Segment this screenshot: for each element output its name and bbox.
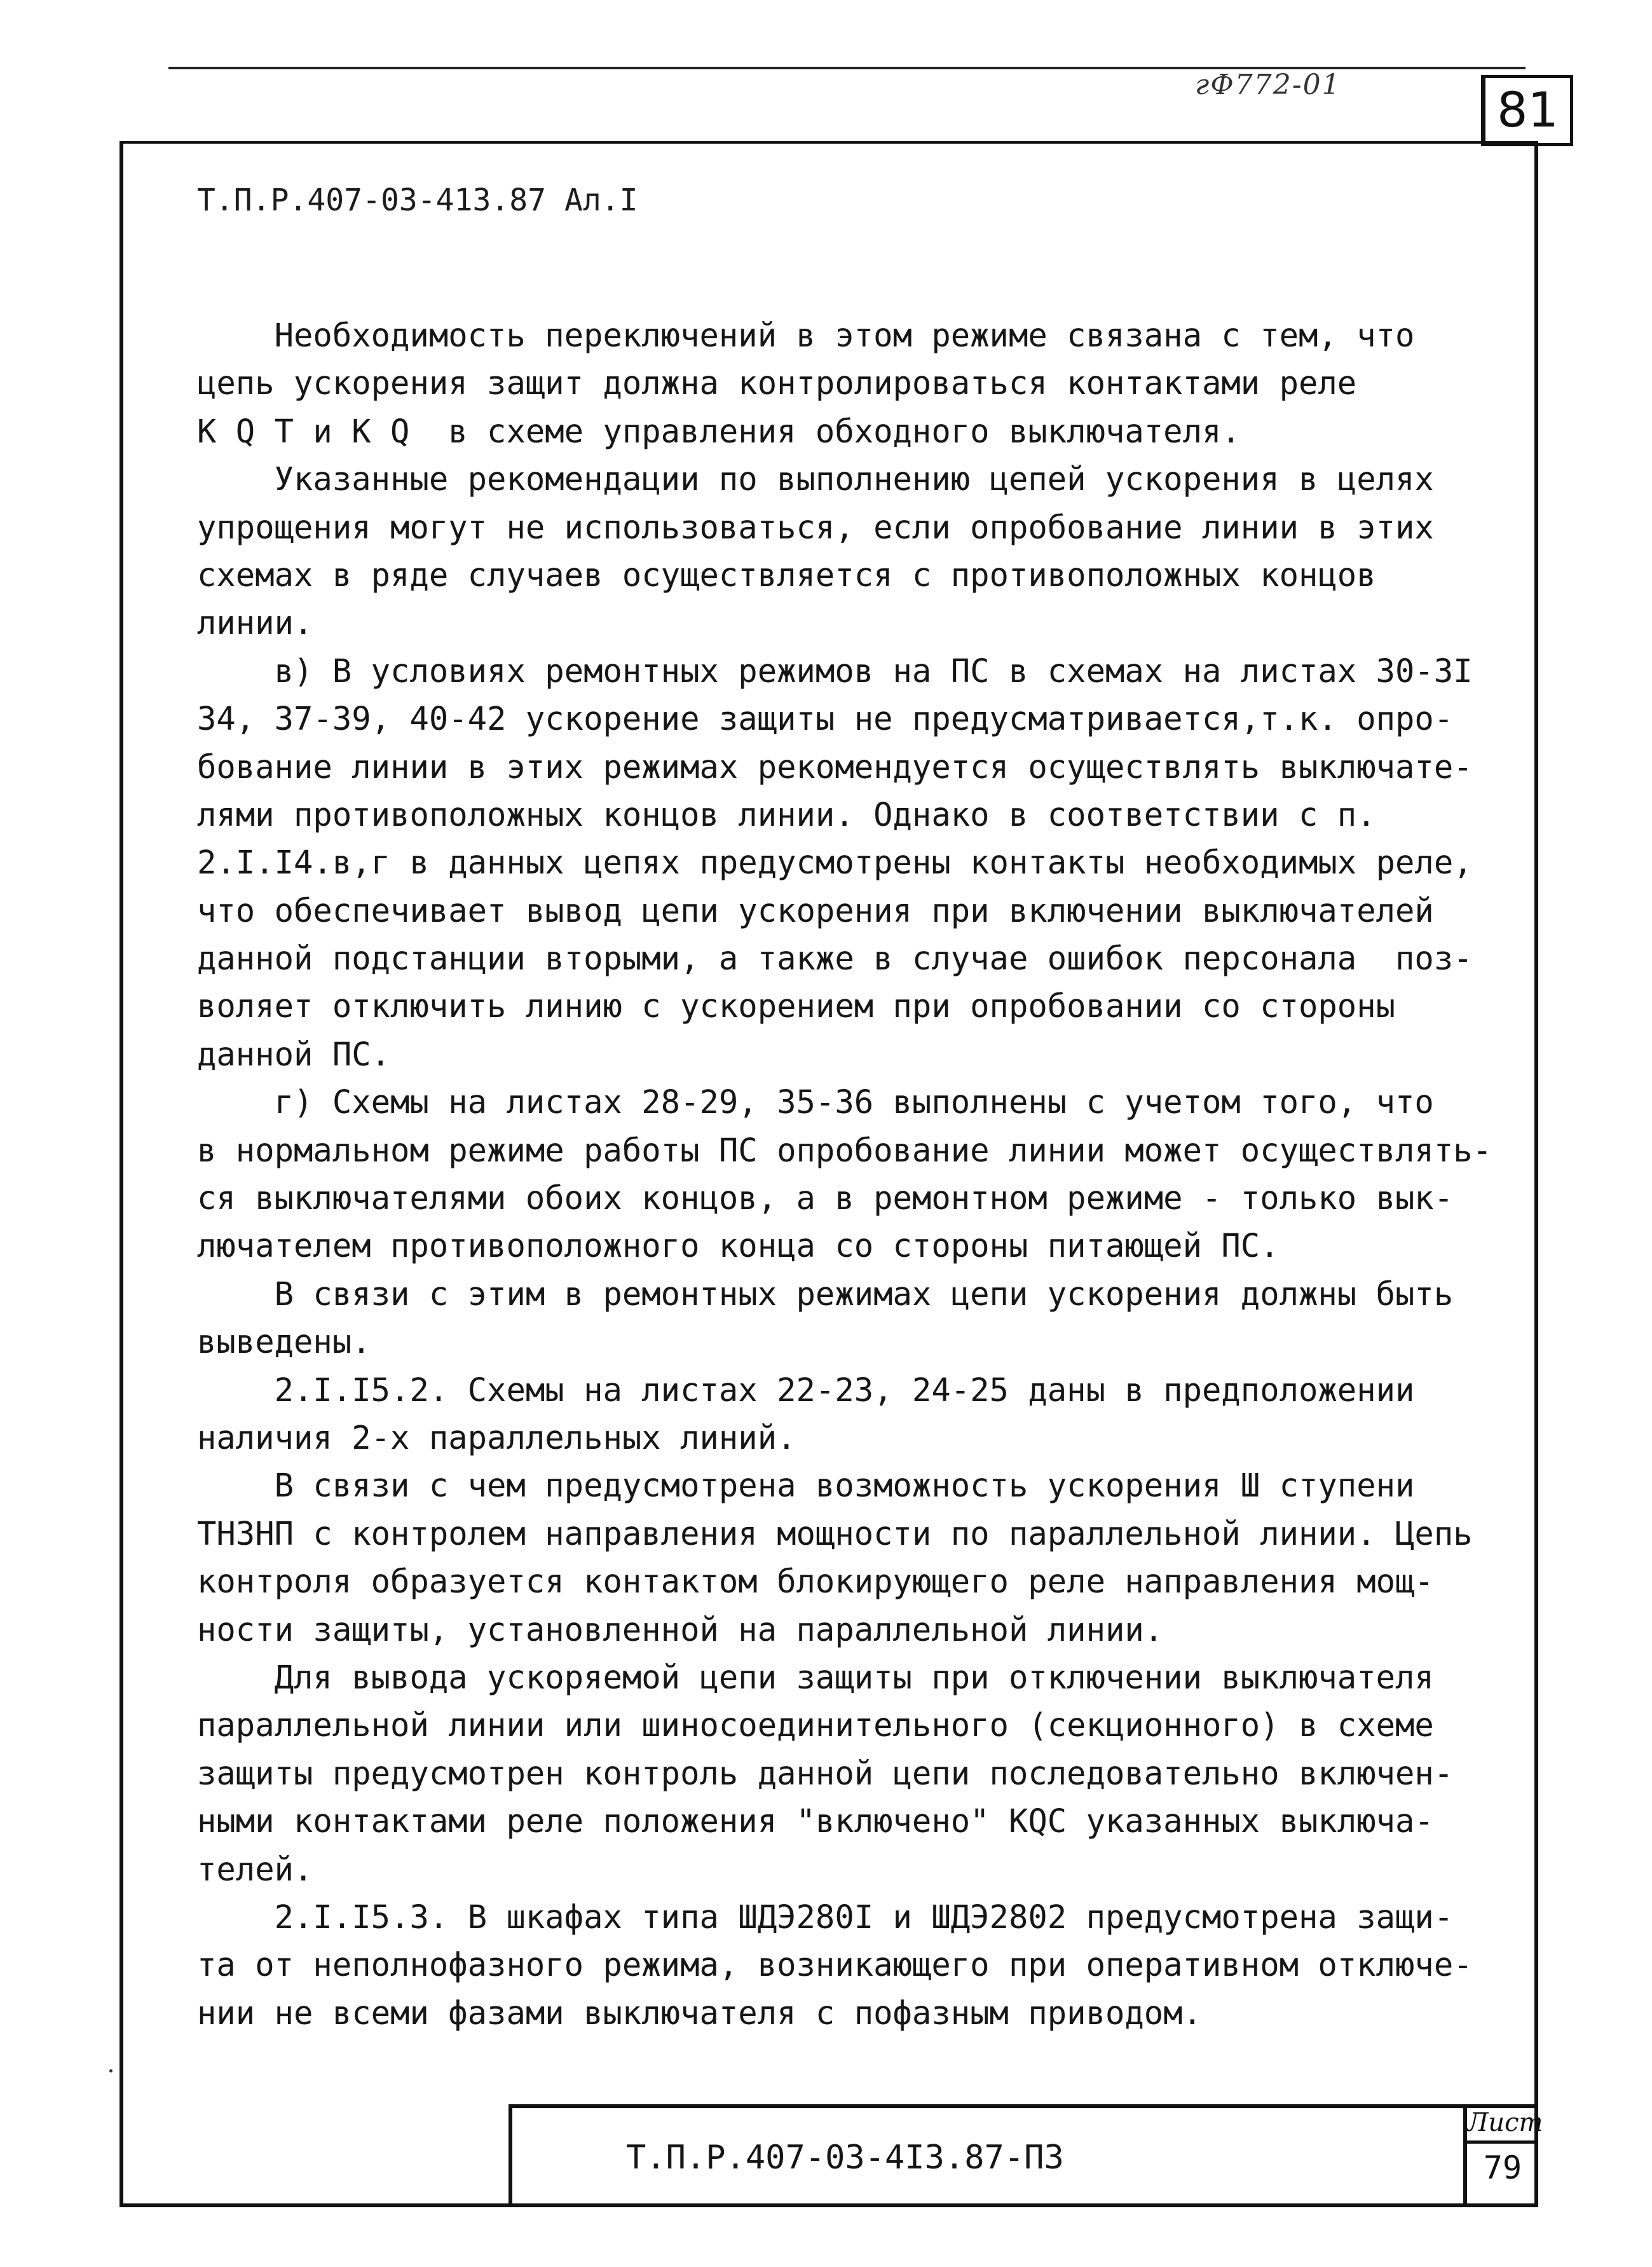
text-line: бование линии в этих режимах рекомендуется осуществлять выключате- — [197, 748, 1473, 786]
text-line: телей. — [197, 1850, 313, 1888]
archive-code: гФ772-01 — [1195, 69, 1341, 101]
text-line: лючателем противоположного конца со стороны питающей ПС. — [197, 1227, 1280, 1265]
text-line: Необходимость переключений в этом режиме связана с тем, что — [197, 317, 1415, 354]
sheet-box — [1463, 2104, 1543, 2207]
text-line: контроля образуется контактом блокирующего реле направления мощ- — [197, 1563, 1434, 1601]
text-line: наличия 2-х параллельных линий. — [197, 1418, 796, 1456]
sheet-number: 79 — [1483, 2149, 1522, 2186]
margin-mark — [109, 2069, 113, 2072]
body-text — [197, 312, 1519, 2037]
text-line: 2.I.I5.3. В шкафах типа ШДЭ280I и ШДЭ2802 предусмотрена защи- — [197, 1898, 1454, 1936]
text-line: линии. — [197, 604, 313, 642]
document-designation: Т.П.Р.407-03-4I3.87-ПЗ — [626, 2139, 1064, 2177]
text-line: та от неполнофазного режима, возникающего при оперативном отключе- — [197, 1946, 1473, 1984]
text-line: что обеспечивает вывод цепи ускорения при включении выключателей — [197, 891, 1434, 929]
text-line: в нормальном режиме работы ПС опробование линии может осуществлять- — [197, 1131, 1492, 1169]
text-line: схемах в ряде случаев осуществляется с противоположных концов — [197, 556, 1376, 594]
text-line: Указанные рекомендации по выполнению цепей ускорения в целях — [197, 460, 1434, 498]
sheet-label: Лист — [1467, 2104, 1538, 2144]
text-line: цепь ускорения защит должна контролироваться контактами реле — [197, 364, 1357, 402]
text-line: г) Схемы на листах 28-29, 35-36 выполнены с учетом того, что — [197, 1083, 1434, 1121]
text-line: воляет отключить линию с ускорением при опробовании со стороны — [197, 987, 1396, 1025]
text-line: выведены. — [197, 1323, 371, 1361]
text-line: в) В условиях ремонтных режимов на ПС в схемах на листах 30-3I — [197, 652, 1473, 690]
text-line: Для вывода ускоряемой цепи защиты при отключении выключателя — [197, 1658, 1434, 1696]
archive-page-number: 81 — [1481, 75, 1573, 146]
text-line: 2.I.I5.2. Схемы на листах 22-23, 24-25 даны в предположении — [197, 1371, 1415, 1409]
text-line: нии не всеми фазами выключателя с пофазным приводом. — [197, 1994, 1202, 2032]
text-line: ными контактами реле положения "включено" КQС указанных выключа- — [197, 1802, 1434, 1840]
text-line: 2.I.I4.в,г в данных цепях предусмотрены контакты необходимых реле, — [197, 844, 1473, 882]
text-line: защиты предусмотрен контроль данной цепи последовательно включен- — [197, 1754, 1454, 1792]
text-line: В связи с этим в ремонтных режимах цепи ускорения должны быть — [197, 1275, 1454, 1313]
text-line: ся выключателями обоих концов, а в ремонтном режиме - только вык- — [197, 1179, 1454, 1217]
text-line: параллельной линии или шиносоединительного (секционного) в схеме — [197, 1706, 1434, 1744]
text-line: ности защиты, установленной на параллельной линии. — [197, 1610, 1164, 1648]
text-line: данной подстанции вторыми, а также в случае ошибок персонала поз- — [197, 940, 1473, 978]
text-line: 34, 37-39, 40-42 ускорение защиты не предусматривается,т.к. опро- — [197, 700, 1454, 738]
text-line: В связи с чем предусмотрена возможность ускорения Ш ступени — [197, 1467, 1415, 1505]
text-line: упрощения могут не использоваться, если опробование линии в этих — [197, 508, 1434, 546]
text-line: К Q Т и К Q в схеме управления обходного выключателя. — [197, 412, 1241, 450]
text-line: данной ПС. — [197, 1035, 391, 1073]
document-id-header: Т.П.Р.407-03-413.87 Ал.I — [197, 182, 638, 218]
text-line: лями противоположных концов линии. Однако в соответствии с п. — [197, 795, 1376, 833]
text-line: ТНЗНП с контролем направления мощности по параллельной линии. Цепь — [197, 1514, 1473, 1552]
